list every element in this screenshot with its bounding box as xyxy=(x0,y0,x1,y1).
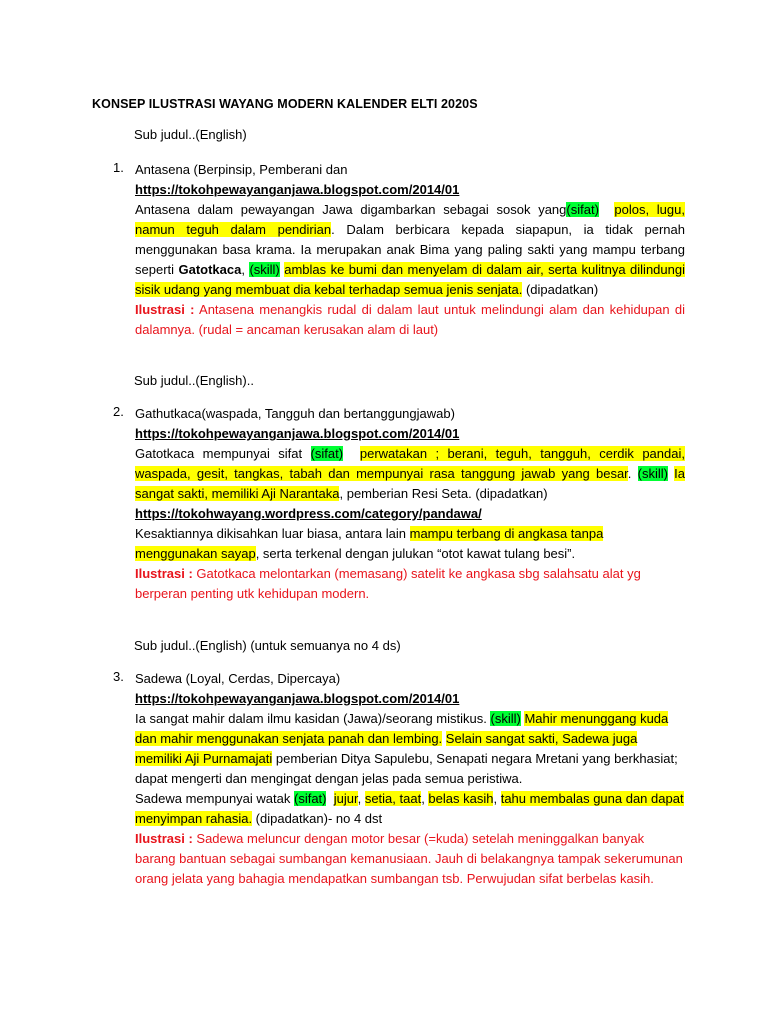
skill-highlight-2: Selain sangat sakti, Sadewa juga memiliki Aji Purnamajati xyxy=(135,731,638,766)
skill-tag: (skill) xyxy=(490,711,521,726)
text-run: , xyxy=(357,791,365,806)
description-paragraph-2 xyxy=(135,524,685,564)
source-link-2[interactable]: https://tokohwayang.wordpress.com/category/pandawa/ xyxy=(135,506,482,521)
skill-highlight: Mahir menunggang kuda dan mahir menggunakan senjata panah dan lembing. xyxy=(135,711,669,746)
text-run: (dipadatkan)- no 4 dst xyxy=(252,811,383,826)
text-run: , xyxy=(493,791,501,806)
subtitle-2: Sub judul..(English).. xyxy=(134,373,254,388)
subtitle-3: Sub judul..(English) (untuk semuanya no 4 ds) xyxy=(134,638,401,653)
text-run: , xyxy=(421,791,429,806)
bold-name: Gatotkaca xyxy=(178,262,242,277)
text-run: . Dalam berbicara kepada siapapun, ia tidak pernah menggunakan basa krama. Ia merupakan anak Bima yang paling sakti yang mampu terbang seperti xyxy=(135,222,686,277)
skill-tag: (skill) xyxy=(637,466,668,481)
text-run: Kesaktiannya dikisahkan luar biasa, antara lain xyxy=(135,526,410,541)
sifat-highlight: tahu membalas guna dan dapat menyimpan rahasia. xyxy=(135,791,684,826)
description-paragraph xyxy=(135,200,685,300)
ilustrasi-paragraph xyxy=(135,829,685,889)
document-title: KONSEP ILUSTRASI WAYANG MODERN KALENDER ELTI 2020S xyxy=(92,97,478,111)
text-run: pemberian Ditya Sapulebu, Senapati negara Mretani yang berkhasiat; dapat mengerti dan mengingat dengan jelas pada semua peristiwa. xyxy=(135,751,678,786)
ilustrasi-paragraph xyxy=(135,300,685,340)
text-run: Sadewa mempunyai watak xyxy=(135,791,294,806)
skill-highlight: mampu terbang di angkasa tanpa menggunakan sayap xyxy=(135,526,604,561)
source-link[interactable]: https://tokohpewayanganjawa.blogspot.com/2014/01 xyxy=(135,426,460,441)
sifat-highlight: belas kasih xyxy=(428,791,494,806)
ilustrasi-label: Ilustrasi : xyxy=(135,831,193,846)
sifat-highlight: setia, taat xyxy=(364,791,422,806)
text-run: , xyxy=(241,262,250,277)
ilustrasi-paragraph xyxy=(135,564,685,604)
text-run: , serta terkenal dengan julukan “otot kawat tulang besi”. xyxy=(255,546,576,561)
text-run: , pemberian Resi Seta. (dipadatkan) xyxy=(339,486,548,501)
ilustrasi-label: Ilustrasi : xyxy=(135,566,193,581)
source-link[interactable]: https://tokohpewayanganjawa.blogspot.com/2014/01 xyxy=(135,182,460,197)
sifat-tag: (sifat) xyxy=(566,202,599,217)
subtitle-1: Sub judul..(English) xyxy=(134,127,247,142)
ilustrasi-text: Sadewa meluncur dengan motor besar (=kuda) setelah meninggalkan banyak barang bantuan sebagai sumbangan kemanusiaan. Jauh di belakangnya tampak sekerumunan orang jelata yang bahagia mendapatkan sumbangan tsb. Perwujudan sifat berbelas kasih. xyxy=(135,831,683,886)
ilustrasi-text: Antasena menangkis rudal di dalam laut untuk melindungi alam dan kehidupan di dalamnya. (rudal = ancaman kerusakan alam di laut) xyxy=(135,302,685,337)
text-run: . xyxy=(627,466,638,481)
item-heading: Antasena (Berpinsip, Pemberani dan xyxy=(135,162,348,177)
description-paragraph-2 xyxy=(135,789,685,829)
item-number: 1. xyxy=(113,160,124,175)
item-heading: Gathutkaca(waspada, Tangguh dan bertanggungjawab) xyxy=(135,406,455,421)
sifat-tag: (sifat) xyxy=(293,791,327,806)
sifat-highlight: perwatakan ; berani, teguh, tangguh, cerdik pandai, waspada, gesit, tangkas, tabah dan mempunyai rasa tanggung jawab yang besar xyxy=(135,446,685,481)
skill-highlight: amblas ke bumi dan menyelam di dalam air, serta kulitnya dilindungi sisik udang yang membuat dia kebal terhadap semua jenis senjata. xyxy=(135,262,685,297)
item-heading: Sadewa (Loyal, Cerdas, Dipercaya) xyxy=(135,671,341,686)
sifat-highlight: polos, lugu, namun teguh dalam pendirian xyxy=(135,202,685,237)
sifat-highlight: jujur xyxy=(333,791,358,806)
text-run: Gatotkaca mempunyai sifat xyxy=(135,446,311,461)
item-number: 2. xyxy=(113,404,124,419)
text-run: Ia sangat mahir dalam ilmu kasidan (Jawa)/seorang mistikus. xyxy=(135,711,491,726)
text-run: (dipadatkan) xyxy=(522,282,599,297)
ilustrasi-label: Ilustrasi : xyxy=(135,302,195,317)
ilustrasi-text: Gatotkaca melontarkan (memasang) satelit ke angkasa sbg salahsatu alat yg berperan penting utk kehidupan modern. xyxy=(135,566,641,601)
description-paragraph xyxy=(135,709,685,789)
skill-highlight: Ia sangat sakti, memiliki Aji Narantaka xyxy=(135,466,685,501)
skill-tag: (skill) xyxy=(249,262,280,277)
source-link[interactable]: https://tokohpewayanganjawa.blogspot.com/2014/01 xyxy=(135,691,460,706)
text-run: Antasena dalam pewayangan Jawa digambarkan sebagai sosok yang xyxy=(135,202,567,217)
sifat-tag: (sifat) xyxy=(310,446,344,461)
item-number: 3. xyxy=(113,669,124,684)
description-paragraph xyxy=(135,444,685,504)
